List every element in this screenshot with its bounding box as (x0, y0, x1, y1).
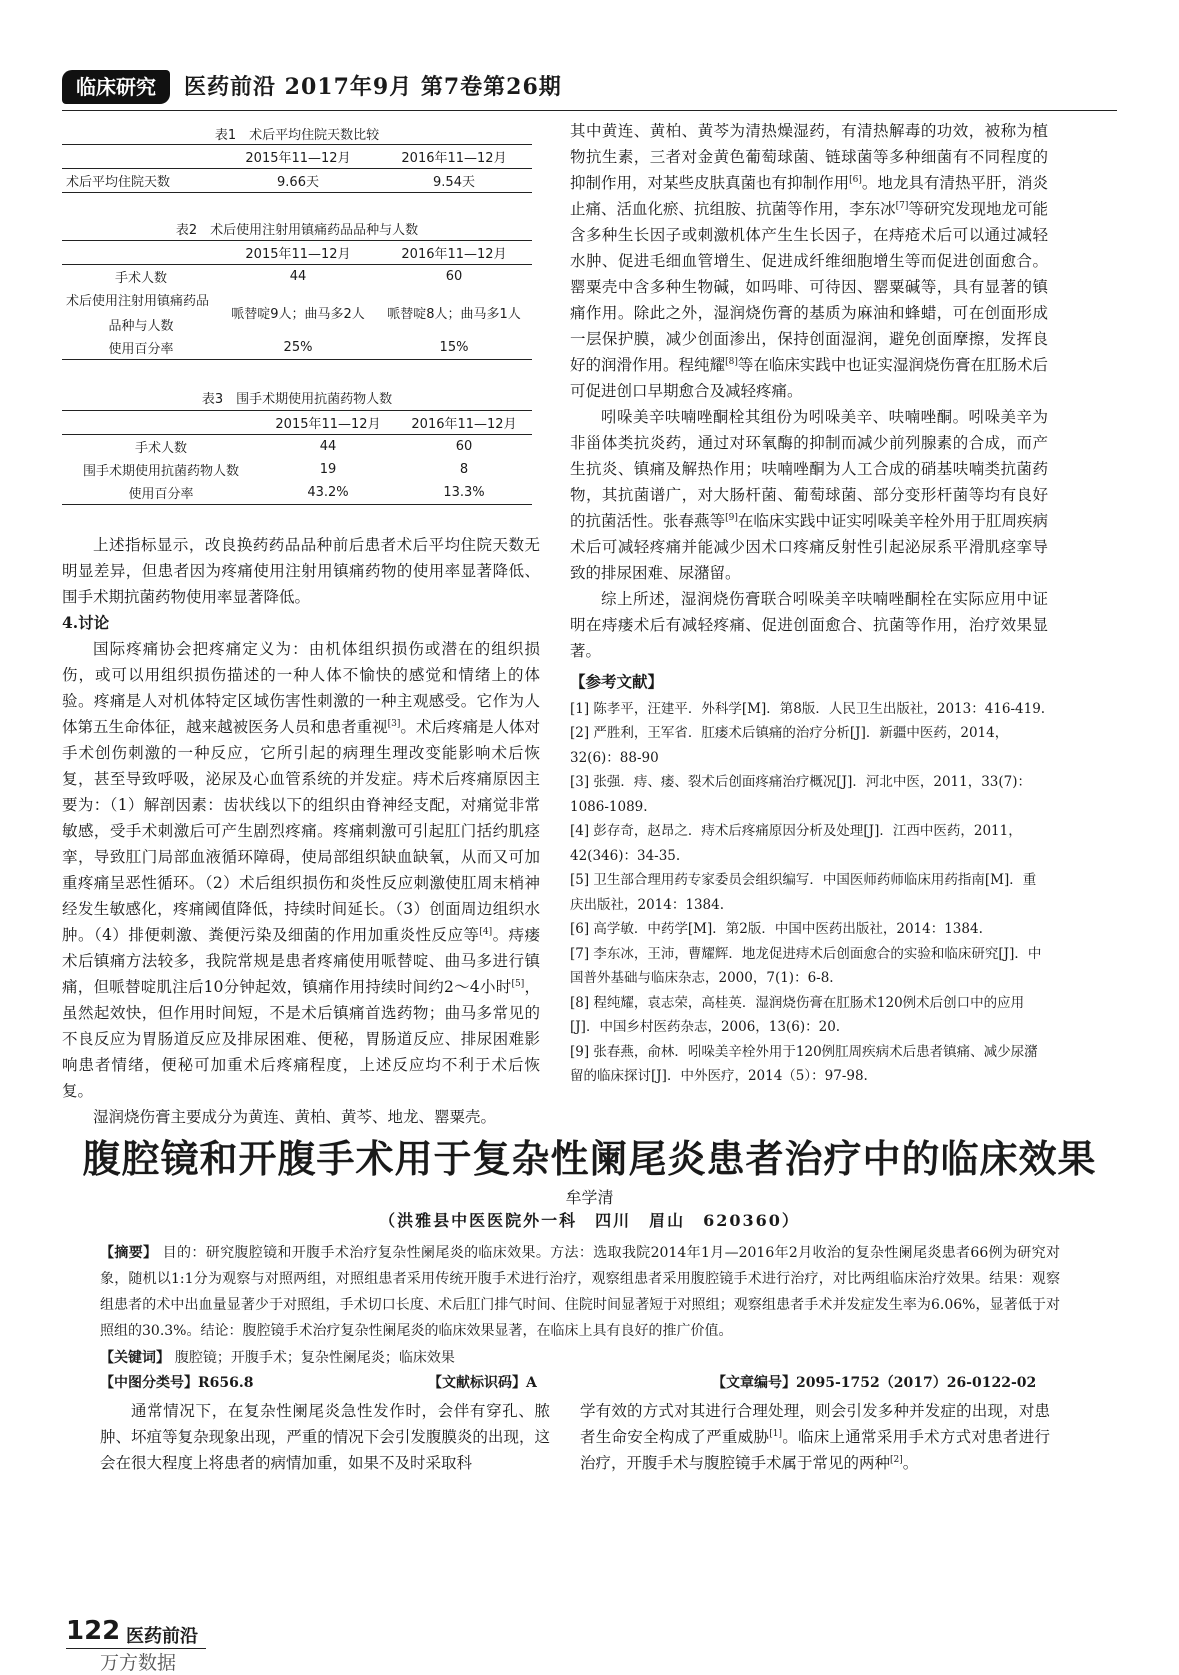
section-badge: 临床研究 (62, 70, 170, 104)
left-para-1: 上述指标显示，改良换药药品品种前后患者术后平均住院天数无明显差异，但患者因为疼痛使用注射用镇痛药物的使用率显著降低、围手术期抗菌药物使用率显著降低。 (62, 536, 540, 606)
journal-header: 医药前沿 2017年9月 第7卷第26期 (184, 74, 562, 100)
reference-item: [6] 高学敏．中药学[M]．第2版．中国中医药出版社，2014：1384. (570, 921, 983, 937)
keywords-label: 【关键词】 (100, 1350, 170, 1366)
table3-caption: 表3 围手术期使用抗菌药物人数 (201, 392, 393, 407)
table3-r1-v2: 60 (455, 439, 473, 454)
table1-row-label: 术后平均住院天数 (62, 169, 220, 193)
reference-item: [4] 彭存奇，赵昂之．痔术后疼痛原因分析及处理[J]．江西中医药，2011，42(346)：34-35. (570, 823, 1022, 864)
table1-col1: 2015年11—12月 (220, 145, 376, 169)
left-para-2: 国际疼痛协会把疼痛定义为：由机体组织损伤或潜在的组织损伤，或可以用组织损伤描述的一种人体不愉快的感觉和情绪上的体验。疼痛是人对机体特定区域伤害性刺激的一种主观感受。它作为人体第五生命体征，越来越被医务人员和患者重视[3]。术后疼痛是人体对手术创伤刺激的一种反应，它所引起的病理生理改变能影响术后恢复，甚至导致呼吸，泌尿及心血管系统的并发症。痔术后疼痛原因主要为：（1）解剖因素：齿状线以下的组织由脊神经支配，对痛觉非常敏感，受手术刺激后可产生剧烈疼痛。疼痛刺激可引起肛门括约肌痉挛，导致肛门局部血液循环障碍，使局部组织缺血缺氧，从而又可加重疼痛呈恶性循环。（2）术后组织损伤和炎性反应刺激使肛周末梢神经发生敏感化，疼痛阈值降低，持续时间延长。（3）创面周边组织水肿。（4）排便刺激、粪便污染及细菌的作用加重炎性反应等[4]。痔瘘术后镇痛方法较多，我院常规是患者疼痛使用哌替啶、曲马多进行镇痛，但哌替啶肌注后10分钟起效，镇痛作用持续时间约2～4小时[5]，虽然起效快，但作用时间短，不是术后镇痛首选药物；曲马多常见的不良反应为胃肠道反应及排尿困难、便秘，胃肠道反应、排尿困难影响患者情绪，便秘可加重术后疼痛程度，上述反应均不利于术后恢复。 (62, 640, 540, 1100)
table2-col1: 2015年11—12月 (220, 241, 376, 265)
table3-col2: 2016年11—12月 (396, 411, 532, 435)
table2 (62, 240, 532, 360)
references (570, 670, 1048, 1089)
keywords (100, 1345, 455, 1371)
table1-col2: 2016年11—12月 (376, 145, 532, 169)
citation: [5] (511, 978, 525, 989)
citation: [4] (479, 926, 493, 937)
citation: [6] (849, 174, 862, 185)
reference-item: [9] 张春燕，俞林．吲哚美辛栓外用于120例肛周疾病术后患者镇痛、减少尿潴留的临床探讨[J]．中外医疗，2014（5）：97-98. (570, 1043, 1038, 1084)
artno-label: 【文章编号】 (712, 1375, 796, 1391)
abstract-label: 【摘要】 (100, 1245, 158, 1261)
table-row (62, 481, 532, 505)
table3 (62, 410, 532, 505)
table3-col1: 2015年11—12月 (260, 411, 396, 435)
table2-header-row (62, 241, 532, 265)
class-label: 【中图分类号】 (100, 1375, 198, 1391)
right-column-text (570, 118, 1048, 664)
table2-r3-v1: 25% (220, 336, 376, 360)
left-column-text (62, 532, 540, 1130)
table3-r3-v1: 43.2% (260, 481, 396, 505)
right-para-3: 综上所述，湿润烧伤膏联合吲哚美辛呋喃唑酮栓在实际应用中证明在痔瘘术后有减轻疼痛、促进创面愈合、抗菌等作用，治疗效果显著。 (570, 590, 1048, 660)
table3-r3-label: 使用百分率 (62, 481, 260, 505)
table3-header-row (62, 411, 532, 435)
right-para-2: 吲哚美辛呋喃唑酮栓其组份为吲哚美辛、呋喃唑酮。吲哚美辛为非甾体类抗炎药，通过对环氧酶的抑制而减少前列腺素的合成，而产生抗炎、镇痛及解热作用；呋喃唑酮为人工合成的硝基呋喃类抗菌药物，其抗菌谱广，对大肠杆菌、葡萄球菌、部分变形杆菌等均有良好的抗菌活性。张春燕等[9]在临床实践中证实吲哚美辛栓外用于肛周疾病术后可减轻疼痛并能减少因术口疼痛反射性引起泌尿系平滑肌痉挛导致的排尿困难、尿潴留。 (570, 408, 1048, 582)
footer-journal: 医药前沿 (126, 1626, 198, 1647)
left-para-3: 湿润烧伤膏主要成分为黄连、黄柏、黄芩、地龙、罂粟壳。 (93, 1108, 497, 1126)
table2-r1-v1: 44 (289, 269, 307, 284)
table-row (62, 265, 532, 289)
right-para-1: 其中黄连、黄柏、黄芩为清热燥湿药，有清热解毒的功效，被称为植物抗生素，三者对金黄色葡萄球菌、链球菌等多种细菌有不同程度的抑制作用，对某些皮肤真菌也有抑制作用[6]。地龙具有清热平肝，消炎止痛、活血化瘀、抗组胺、抗菌等作用，李东冰[7]等研究发现地龙可能含多种生长因子或刺激机体产生生长因子，在痔疮术后可以通过减轻水肿、促进毛细血管增生、促进成纤维细胞增生等而促进创面愈合。罂粟壳中含多种生物碱，如吗啡、可待因、罂粟碱等，具有显著的镇痛作用。除此之外，湿润烧伤膏的基质为麻油和蜂蜡，可在创面形成一层保护膜，减少创面渗出，保持创面湿润，避免创面摩擦，发挥良好的润滑作用。程纯耀[8]等在临床实践中也证实湿润烧伤膏在肛肠术后可促进创口早期愈合及减轻疼痛。 (570, 122, 1048, 400)
article-number (712, 1372, 1036, 1392)
table3-r3-v2: 13.3% (396, 481, 532, 505)
table1-caption: 表1 术后平均住院天数比较 (214, 128, 380, 143)
header-rule (62, 110, 1117, 111)
reference-item: [7] 李东冰，王沛，曹耀辉．地龙促进痔术后创面愈合的实验和临床研究[J]．中国普外基础与临床杂志，2000，7(1)：6-8. (570, 945, 1042, 986)
doc-label: 【文献标识码】 (428, 1375, 526, 1391)
table3-r2-label: 围手术期使用抗菌药物人数 (82, 464, 239, 479)
table2-col2: 2016年11—12月 (376, 241, 532, 265)
table2-r1-v2: 60 (445, 269, 463, 284)
document-code (428, 1372, 537, 1392)
table-row (62, 435, 532, 459)
reference-item: [8] 程纯耀，袁志荣，高桂英．湿润烧伤膏在肛肠术120例术后创口中的应用[J]．中国乡村医药杂志，2006，13(6)：20. (570, 994, 1025, 1035)
article2-body-left (100, 1398, 550, 1476)
keywords-value: 腹腔镜；开腹手术；复杂性阑尾炎；临床效果 (174, 1350, 455, 1366)
table2-caption: 表2 术后使用注射用镇痛药品品种与人数 (175, 223, 419, 238)
citation: [7] (895, 200, 909, 211)
table3-r2-v1: 19 (319, 462, 337, 477)
reference-item: [1] 陈孝平，汪建平．外科学[M]．第8版．人民卫生出版社，2013：416-419. (570, 700, 1046, 717)
table3-r1-label: 手术人数 (134, 441, 187, 456)
table2-r2-label (62, 288, 220, 336)
artno-value: 2095-1752（2017）26-0122-02 (796, 1375, 1037, 1391)
article-author: 牟学清 (565, 1188, 614, 1207)
reference-item: [5] 卫生部合理用药专家委员会组织编写．中国医师药师临床用药指南[M]．重庆出版社，2014：1384. (570, 872, 1037, 913)
class-value: R656.8 (198, 1375, 254, 1391)
table-row (62, 336, 532, 360)
table2-r3-label: 使用百分率 (62, 336, 220, 360)
table-row (62, 169, 532, 193)
article2-para-right: 学有效的方式对其进行合理处理，则会引发多种并发症的出现，对患者生命安全构成了严重威胁[1]。临床上通常采用手术方式对患者进行治疗，开腹手术与腹腔镜手术属于常见的两种[2]。 (580, 1402, 1050, 1472)
table1-v1: 9.66天 (220, 169, 376, 193)
doc-value: A (526, 1375, 537, 1391)
table2-r2-v1: 哌替啶9人；曲马多2人 (231, 306, 365, 322)
table2-r2-label-b: 品种与人数 (108, 319, 174, 334)
citation: [2] (890, 1454, 903, 1465)
citation: [8] (725, 356, 738, 367)
table3-r2-v2: 8 (459, 462, 469, 477)
table1-v2: 9.54天 (376, 169, 532, 193)
table-row (62, 458, 532, 481)
watermark: 万方数据 (100, 1652, 177, 1674)
table1 (62, 144, 532, 193)
table1-header-row (62, 145, 532, 169)
abstract (100, 1240, 1060, 1344)
table2-r2-label-a: 术后使用注射用镇痛药品 (66, 294, 210, 309)
references-heading: 【参考文献】 (570, 672, 664, 691)
citation: [9] (725, 512, 738, 523)
reference-item: [3] 张强．痔、瘘、裂术后创面疼痛治疗概况[J]．河北中医，2011，33(7)：1086-1089. (570, 774, 1032, 815)
table2-r3-v2: 15% (376, 336, 532, 360)
article-affiliation: （洪雅县中医医院外一科 四川 眉山 620360） (379, 1211, 800, 1230)
section-heading-discussion: 4.讨论 (62, 613, 110, 632)
reference-item: [2] 严胜利，王军省．肛瘘术后镇痛的治疗分析[J]．新疆中医药，2014，32(6)：88-90 (570, 725, 1009, 766)
table2-r1-label: 手术人数 (114, 271, 167, 286)
abstract-text: 目的：研究腹腔镜和开腹手术治疗复杂性阑尾炎的临床效果。方法：选取我院2014年1月—2016年2月收治的复杂性阑尾炎患者66例为研究对象，随机以1:1分为观察与对照两组，对照组患者采用传统开腹手术进行治疗，观察组患者采用腹腔镜手术进行治疗，对比两组临床治疗效果。结果：观察组患者的术中出血量显著少于对照组，手术切口长度、术后肛门排气时间、住院时间显著短于对照组；观察组患者手术并发症发生率为6.06%，显著低于对照组的30.3%。结论：腹腔镜手术治疗复杂性阑尾炎的临床效果显著，在临床上具有良好的推广价值。 (100, 1245, 1061, 1339)
citation: [1] (769, 1428, 782, 1439)
classification-number (100, 1372, 253, 1392)
table2-r2-v2: 哌替啶8人；曲马多1人 (387, 306, 521, 322)
article2-para-left: 通常情况下，在复杂性阑尾炎急性发作时，会伴有穿孔、脓肿、坏疽等复杂现象出现，严重的情况下会引发腹膜炎的出现，这会在很大程度上将患者的病情加重，如果不及时采取科 (100, 1402, 550, 1472)
table3-r1-v1: 44 (319, 439, 337, 454)
page-number: 122 (66, 1616, 121, 1646)
article2-body-right (580, 1398, 1050, 1476)
table-row (62, 288, 532, 336)
article-title: 腹腔镜和开腹手术用于复杂性阑尾炎患者治疗中的临床效果 (82, 1137, 1097, 1181)
citation: [3] (387, 718, 401, 729)
